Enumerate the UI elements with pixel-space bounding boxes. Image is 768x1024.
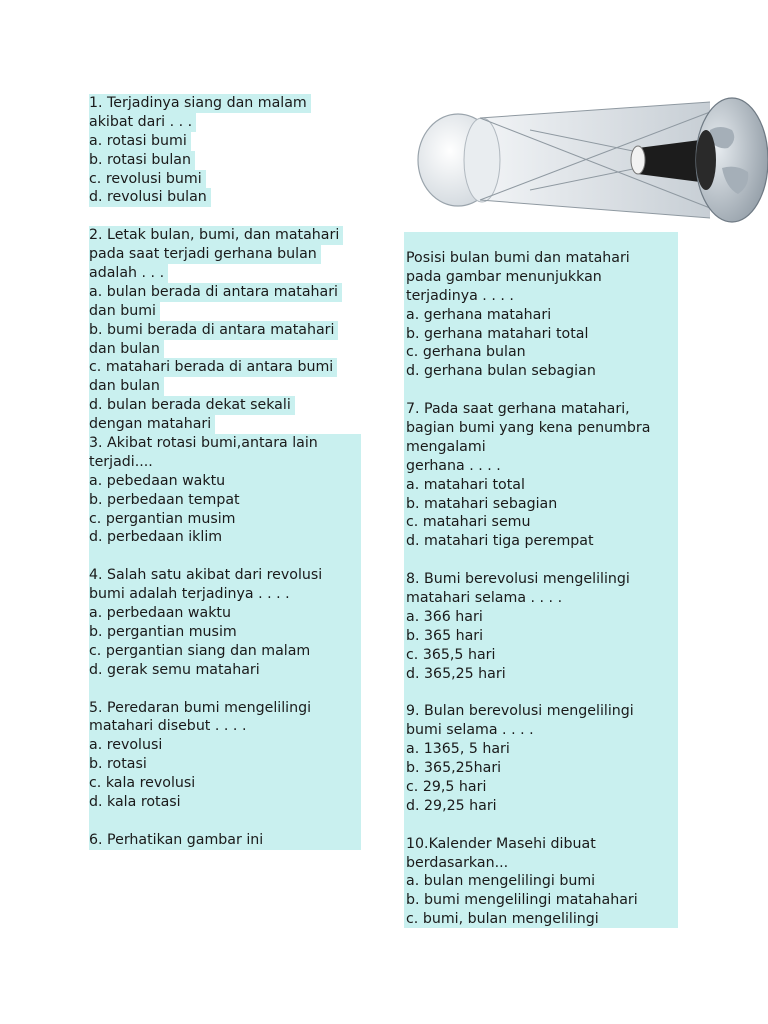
answer-option: c. gerhana bulan	[406, 344, 526, 361]
answer-option: b. 365 hari	[406, 627, 484, 644]
answer-option: d. gerak semu matahari	[89, 661, 260, 678]
question-text: matahari selama . . . .	[406, 590, 563, 607]
question-text: 1. Terjadinya siang dan malam	[89, 94, 311, 113]
questions-1-2	[89, 94, 361, 434]
answer-option: b. 365,25hari	[406, 760, 502, 777]
answer-option: d. perbedaan iklim	[89, 529, 223, 546]
answer-option: d. 365,25 hari	[406, 665, 506, 682]
blank-line	[89, 680, 361, 699]
question-text: adalah . . .	[89, 264, 168, 283]
question-text: 10.Kalender Masehi dibuat	[406, 835, 596, 852]
question-text: matahari disebut . . . .	[89, 718, 247, 735]
answer-option: d. revolusi bulan	[89, 188, 211, 207]
question-text: pada gambar menunjukkan	[406, 268, 602, 285]
question-text: pada saat terjadi gerhana bulan	[89, 245, 321, 264]
question-text: terjadinya . . . .	[406, 287, 514, 304]
questions-3-6	[89, 434, 361, 850]
question-text: dan bulan	[89, 377, 164, 396]
blank-line	[404, 381, 678, 400]
answer-option: a. bulan berada di antara matahari	[89, 283, 342, 302]
answer-option: a. pebedaan waktu	[89, 472, 226, 489]
answer-option: c. matahari semu	[406, 514, 531, 531]
answer-option: b. pergantian musim	[89, 623, 237, 640]
answer-option: d. matahari tiga perempat	[406, 533, 594, 550]
question-text: 2. Letak bulan, bumi, dan matahari	[89, 226, 343, 245]
question-text: bagian bumi yang kena penumbra	[406, 420, 651, 437]
answer-option: b. matahari sebagian	[406, 495, 558, 512]
answer-option: b. perbedaan tempat	[89, 491, 240, 508]
answer-option: b. bumi berada di antara matahari	[89, 321, 338, 340]
answer-option: c. pergantian musim	[89, 510, 236, 527]
question-text: dan bumi	[89, 302, 160, 321]
answer-option: a. gerhana matahari	[406, 306, 552, 323]
question-text: dengan matahari	[89, 415, 215, 434]
answer-option: a. matahari total	[406, 476, 525, 493]
question-text: 5. Peredaran bumi mengelilingi	[89, 699, 312, 716]
question-text: 7. Pada saat gerhana matahari,	[406, 401, 630, 418]
answer-option: d. 29,25 hari	[406, 797, 497, 814]
answer-option: d. gerhana bulan sebagian	[406, 363, 596, 380]
blank-line	[89, 547, 361, 566]
question-text: Posisi bulan bumi dan matahari	[406, 250, 630, 266]
right-question-column	[404, 232, 678, 928]
answer-option: c. matahari berada di antara bumi	[89, 358, 337, 377]
answer-option: c. pergantian siang dan malam	[89, 642, 311, 659]
question-text: bumi adalah terjadinya . . . .	[89, 586, 290, 603]
answer-option: a. bulan mengelilingi bumi	[406, 873, 596, 890]
answer-option: a. 1365, 5 hari	[406, 741, 510, 758]
answer-option: d. kala rotasi	[89, 793, 181, 810]
answer-option: a. 366 hari	[406, 608, 483, 625]
answer-option: c. kala revolusi	[89, 775, 196, 792]
question-text: terjadi....	[89, 453, 153, 470]
question-text: mengalami	[406, 438, 486, 455]
answer-option: c. 29,5 hari	[406, 778, 487, 795]
answer-option: c. 365,5 hari	[406, 646, 496, 663]
blank-line	[404, 683, 678, 702]
question-text: 4. Salah satu akibat dari revolusi	[89, 567, 323, 584]
answer-option: d. bulan berada dekat sekali	[89, 396, 295, 415]
answer-option: b. gerhana matahari total	[406, 325, 589, 342]
blank-line	[89, 812, 361, 831]
question-text: gerhana . . . .	[406, 457, 501, 474]
answer-option: a. perbedaan waktu	[89, 605, 231, 622]
question-text: 9. Bulan berevolusi mengelilingi	[406, 703, 634, 720]
answer-option: a. revolusi	[89, 737, 163, 754]
blank-line	[89, 207, 361, 226]
question-text: berdasarkan...	[406, 854, 509, 871]
question-text: 6. Perhatikan gambar ini	[89, 831, 264, 848]
blank-line	[404, 816, 678, 835]
blank-line	[404, 551, 678, 570]
question-text: akibat dari . . .	[89, 113, 196, 132]
answer-option: b. bumi mengelilingi matahahari	[406, 892, 638, 909]
question-text: 3. Akibat rotasi bumi,antara lain	[89, 435, 318, 452]
left-question-column	[89, 94, 361, 850]
question-text: dan bulan	[89, 340, 164, 359]
answer-option: c. bumi, bulan mengelilingi	[406, 911, 599, 928]
answer-option: c. revolusi bumi	[89, 170, 206, 189]
eclipse-diagram-icon	[410, 90, 768, 230]
question-text: 8. Bumi berevolusi mengelilingi	[406, 571, 630, 588]
question-text: bumi selama . . . .	[406, 722, 534, 739]
answer-option: b. rotasi	[89, 756, 147, 773]
answer-option: b. rotasi bulan	[89, 151, 195, 170]
answer-option: a. rotasi bumi	[89, 132, 191, 151]
